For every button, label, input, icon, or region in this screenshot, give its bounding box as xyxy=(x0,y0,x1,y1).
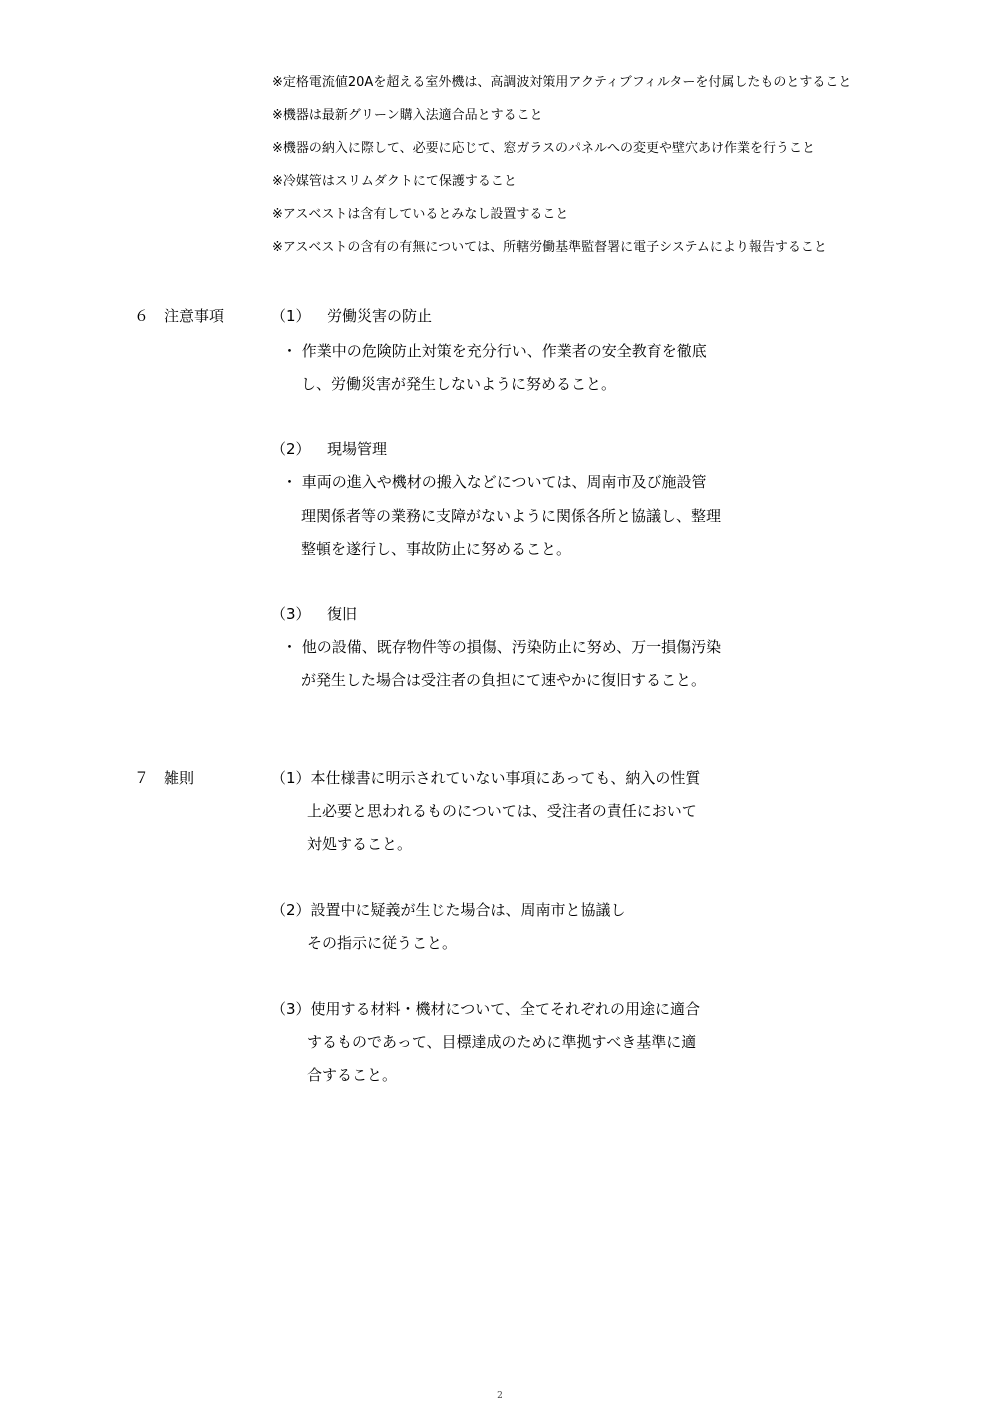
section-7-heading: ７ 雑則 xyxy=(134,769,195,787)
note-line: ※機器の納入に際して、必要に応じて、窓ガラスのパネルへの変更や壁穴あけ作業を行うこと xyxy=(272,141,815,156)
note-line: ※定格電流値20Aを超える室外機は、高調波対策用アクティブフィルターを付属したものとすること xyxy=(272,75,852,90)
note-line: ※アスベストの含有の有無については、所轄労働基準監督署に電子システムにより報告すること xyxy=(272,240,827,255)
section-6-item-2-heading xyxy=(271,438,387,460)
body-line: するものであって、目標達成のために準拠すべき基準に適 xyxy=(307,1033,697,1051)
body-line: ・ 車両の進入や機材の搬入などについては、周南市及び施設管 xyxy=(282,473,707,491)
body-line: （1）本仕様書に明示されていない事項にあっても、納入の性質 xyxy=(271,769,701,787)
section-6-item-1-heading xyxy=(271,305,432,327)
note-line: ※アスベストは含有しているとみなし設置すること xyxy=(272,207,569,222)
page-number: 2 xyxy=(497,1391,503,1401)
body-line: 対処すること。 xyxy=(307,835,413,853)
item-title: 現場管理 xyxy=(327,440,388,458)
section-6-item-3-heading xyxy=(271,603,357,625)
body-line: が発生した場合は受注者の負担にて速やかに復旧すること。 xyxy=(301,671,707,689)
item-number: （2） xyxy=(271,440,311,458)
body-line: 上必要と思われるものについては、受注者の責任において xyxy=(307,802,697,820)
item-number: （3） xyxy=(271,605,311,623)
body-line: ・ 他の設備、既存物件等の損傷、汚染防止に努め、万一損傷汚染 xyxy=(282,638,722,656)
note-line: ※機器は最新グリーン購入法適合品とすること xyxy=(272,108,543,123)
body-line: （2）設置中に疑義が生じた場合は、周南市と協議し xyxy=(271,901,626,919)
section-6-heading: ６ 注意事項 xyxy=(134,307,225,325)
body-line: 合すること。 xyxy=(307,1066,398,1084)
body-line: ・ 作業中の危険防止対策を充分行い、作業者の安全教育を徹底 xyxy=(282,342,707,360)
item-title: 労働災害の防止 xyxy=(327,307,433,325)
body-line: 理関係者等の業務に支障がないように関係各所と協議し、整理 xyxy=(301,507,722,525)
body-line: その指示に従うこと。 xyxy=(307,934,458,952)
body-line: し、労働災害が発生しないように努めること。 xyxy=(301,375,617,393)
item-title: 復旧 xyxy=(327,605,358,623)
body-line: 整頓を遂行し、事故防止に努めること。 xyxy=(301,540,572,558)
note-line: ※冷媒管はスリムダクトにて保護すること xyxy=(272,174,517,189)
body-line: （3）使用する材料・機材について、全てそれぞれの用途に適合 xyxy=(271,1000,700,1018)
item-number: （1） xyxy=(271,307,311,325)
